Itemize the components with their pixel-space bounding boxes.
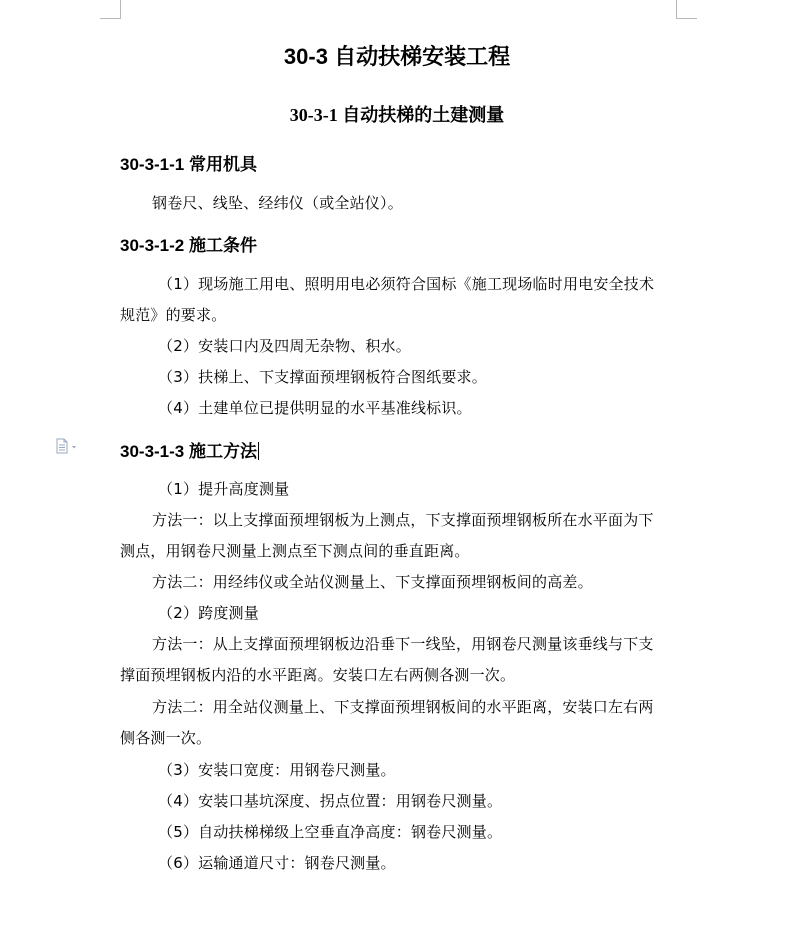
paragraph-condition-1-line1: （1）现场施工用电、照明用电必须符合国标《施工现场临时用电安全技术	[158, 275, 655, 293]
paragraph-method-item-4: （4）安装口基坑深度、拐点位置：用钢卷尺测量。	[158, 792, 503, 810]
paragraph-condition-2: （2）安装口内及四周无杂物、积水。	[158, 337, 411, 355]
heading-construction-method-text: 30-3-1-3 施工方法	[120, 442, 257, 461]
paragraph-method-item-1: （1）提升高度测量	[158, 480, 290, 498]
paragraph-tools: 钢卷尺、线坠、经纬仪（或全站仪）。	[152, 194, 403, 212]
text-cursor	[258, 442, 259, 460]
heading-common-tools: 30-3-1-1 常用机具	[120, 155, 257, 174]
heading-construction-method[interactable]	[120, 437, 259, 462]
paragraph-method-item-5: （5）自动扶梯梯级上空垂直净高度：钢卷尺测量。	[158, 823, 503, 841]
heading-conditions: 30-3-1-2 施工条件	[120, 236, 257, 255]
document-title: 30-3 自动扶梯安装工程	[283, 44, 511, 69]
paragraph-method-3-line1: 方法一：从上支撑面预埋钢板边沿垂下一线坠，用钢卷尺测量该垂线与下支	[152, 635, 654, 653]
paragraph-method-3-line2: 撑面预埋钢板内沿的水平距离。安装口左右两侧各测一次。	[120, 666, 516, 684]
page-corner-mark-right	[676, 0, 697, 19]
paragraph-method-4-line1: 方法二：用全站仪测量上、下支撑面预埋钢板间的水平距离，安装口左右两	[152, 698, 654, 716]
paragraph-condition-1-line2: 规范》的要求。	[120, 306, 227, 324]
paragraph-method-1-line2: 测点，用钢卷尺测量上测点至下测点间的垂直距离。	[120, 542, 470, 560]
paragraph-method-item-6: （6）运输通道尺寸：钢卷尺测量。	[158, 854, 396, 872]
section-subtitle: 30-3-1 自动扶梯的土建测量	[289, 105, 505, 125]
paragraph-method-2: 方法二：用经纬仪或全站仪测量上、下支撑面预埋钢板间的高差。	[152, 573, 593, 591]
page-corner-mark-left	[100, 0, 121, 19]
paragraph-condition-3: （3）扶梯上、下支撑面预埋钢板符合图纸要求。	[158, 368, 487, 386]
paragraph-method-item-2: （2）跨度测量	[158, 604, 259, 622]
paragraph-method-item-3: （3）安装口宽度：用钢卷尺测量。	[158, 761, 396, 779]
paragraph-method-4-line2: 侧各测一次。	[120, 729, 212, 747]
paragraph-options-icon[interactable]	[55, 438, 81, 454]
paragraph-method-1-line1: 方法一：以上支撑面预埋钢板为上测点，下支撑面预埋钢板所在水平面为下	[152, 511, 654, 529]
paragraph-condition-4: （4）土建单位已提供明显的水平基准线标识。	[158, 399, 472, 417]
